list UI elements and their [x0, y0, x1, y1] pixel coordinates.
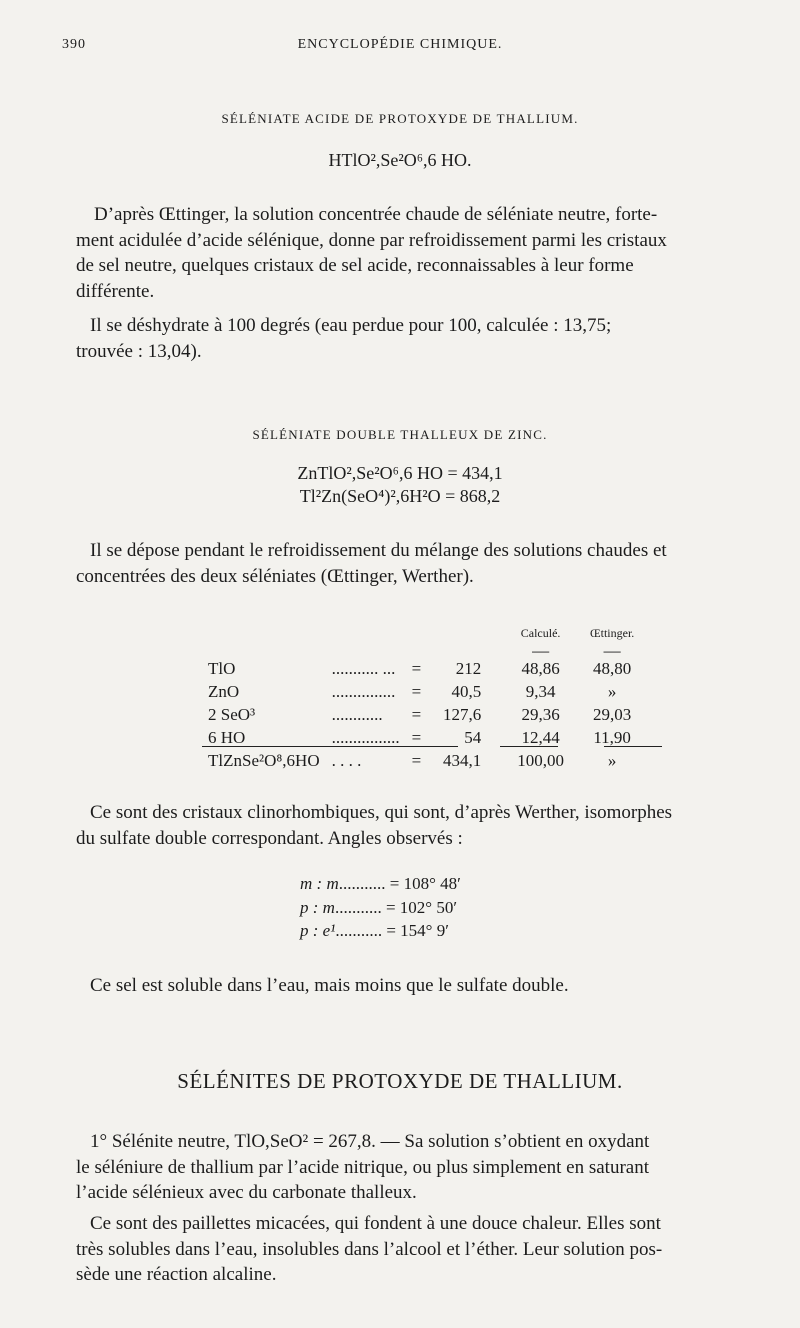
total-value: 434,1 — [442, 751, 482, 770]
table-rule-left — [202, 746, 458, 747]
text-line: très solubles dans l’eau, insolubles dans l’alcool et l’éther. Leur solution pos- — [76, 1238, 663, 1260]
text-line: Ce sont des paillettes micacées, qui fondent à une douce chaleur. Elles sont — [90, 1213, 661, 1234]
found-percent: 11,90 — [593, 728, 631, 747]
leader-dots: ............... — [331, 682, 396, 701]
component-name: 6 HO — [208, 728, 246, 747]
column-header-oettinger: Œttinger. — [589, 626, 635, 640]
column-header-calcule: Calculé. — [520, 626, 561, 640]
component-value: 54 — [464, 728, 482, 747]
angle-label: p : e¹ — [300, 921, 336, 940]
text-line: 1° Sélénite neutre, TlO,SeO² = 267,8. — Sa solution s’obtient en oxydant — [90, 1131, 650, 1152]
found-percent: 48,80 — [593, 659, 632, 678]
table-total-row — [202, 749, 640, 772]
angle-row — [300, 872, 461, 896]
section-title-seleniate-acide: SÉLÉNIATE ACIDE DE PROTOXYDE DE THALLIUM. — [221, 111, 579, 126]
equals-sign: = — [411, 728, 422, 747]
equals-sign: = — [386, 921, 396, 940]
component-value: 127,6 — [442, 705, 482, 724]
equals-sign: = — [411, 751, 422, 770]
formula-line-2: Tl²Zn(SeO⁴)²,6H²O = 868,2 — [299, 486, 501, 506]
formula-line-1: ZnTlO²,Se²O⁶,6 HO = 434,1 — [297, 463, 503, 483]
angle-label: m : m — [300, 874, 339, 893]
text-line: Ce sont des cristaux clinorhombiques, qui sont, d’après Werther, isomorphes — [90, 802, 673, 823]
text-line: trouvée : 13,04). — [76, 340, 202, 362]
table-row — [202, 657, 640, 680]
leader-dots: ........... — [338, 874, 386, 893]
formula-seleniate-acide: HTlO²,Se²O⁶,6 HO. — [328, 150, 472, 170]
text-line: le séléniure de thallium par l’acide nitrique, ou plus simplement en saturant — [76, 1156, 649, 1178]
composition-table — [202, 622, 640, 772]
equals-sign: = — [411, 705, 422, 724]
paragraph-paillettes — [76, 1211, 764, 1288]
table-rule-found — [604, 746, 662, 747]
found-percent: » — [607, 682, 617, 701]
paragraph-soluble: Ce sel est soluble dans l’eau, mais moins que le sulfate double. — [90, 975, 569, 996]
total-formula: TlZnSe²O⁸,6HO — [208, 751, 320, 770]
leader-dots: ............ — [331, 705, 383, 724]
component-name: TlO — [208, 659, 236, 678]
table-header-row — [202, 622, 640, 645]
text-line: concentrées des deux séléniates (Œttinger, Werther). — [76, 565, 474, 587]
angle-value: 108° 48′ — [403, 874, 461, 893]
text-line: différente. — [76, 280, 155, 302]
total-calculated: 100,00 — [517, 751, 564, 770]
leader-dots: ................ — [331, 728, 400, 747]
text-line: de sel neutre, quelques cristaux de sel acide, reconnaissables à leur forme — [76, 255, 634, 276]
equals-sign: = — [411, 682, 422, 701]
paragraph-oettinger — [76, 202, 764, 304]
dash-mark: — — [532, 641, 550, 660]
equals-sign: = — [389, 874, 400, 893]
angle-value: 102° 50′ — [399, 897, 458, 917]
component-value: 40,5 — [451, 682, 482, 701]
section-title-seleniate-double: SÉLÉNIATE DOUBLE THALLEUX DE ZINC. — [252, 427, 548, 442]
total-found: » — [607, 751, 617, 770]
calculated-percent: 29,36 — [521, 705, 560, 724]
table-rule-calc — [500, 746, 558, 747]
section-title-selenites: SÉLÉNITES DE PROTOXYDE DE THALLIUM. — [177, 1069, 623, 1093]
text-line: du sulfate double correspondant. Angles observés : — [76, 827, 463, 849]
found-percent: 29,03 — [593, 705, 632, 724]
paragraph-clinorhombiques — [76, 800, 764, 851]
component-name: ZnO — [208, 682, 240, 701]
table-dash-row — [202, 645, 640, 657]
text-line: l’acide sélénieux avec du carbonate thalleux. — [76, 1182, 417, 1203]
running-title: ENCYCLOPÉDIE CHIMIQUE. — [297, 37, 503, 52]
paragraph-depose — [76, 538, 764, 589]
text-line: Il se dépose pendant le refroidissement du mélange des solutions chaudes et — [90, 540, 667, 561]
paragraph-dehydration — [76, 313, 764, 364]
equals-sign: = — [385, 897, 396, 917]
angle-row — [300, 896, 461, 920]
calculated-percent: 48,86 — [521, 659, 560, 678]
angles-list — [300, 872, 461, 943]
angle-value: 154° 9′ — [400, 921, 449, 940]
leader-dots: ........... — [335, 921, 383, 940]
leader-dots: . . . . — [331, 751, 362, 770]
leader-dots: ........... — [334, 897, 382, 917]
text-line: Il se déshydrate à 100 degrés (eau perdue pour 100, calculée : 13,75; — [90, 315, 612, 336]
table-row — [202, 680, 640, 703]
angle-label: p : m — [300, 897, 335, 917]
page-number: 390 — [62, 37, 86, 52]
leader-dots: ........... ... — [331, 659, 396, 678]
calculated-percent: 9,34 — [525, 682, 556, 701]
paragraph-selenite-neutre — [76, 1129, 764, 1206]
dash-mark: — — [603, 641, 621, 660]
text-line: sède une réaction alcaline. — [76, 1264, 277, 1285]
calculated-percent: 12,44 — [521, 728, 560, 747]
component-name: 2 SeO³ — [208, 705, 256, 724]
table-row — [202, 703, 640, 726]
angle-row — [300, 919, 461, 943]
component-value: 212 — [455, 659, 482, 678]
text-line: D’après Œttinger, la solution concentrée chaude de séléniate neutre, forte- — [94, 204, 658, 225]
text-line: ment acidulée d’acide sélénique, donne par refroidissement parmi les cristaux — [76, 229, 667, 251]
equals-sign: = — [411, 659, 422, 678]
